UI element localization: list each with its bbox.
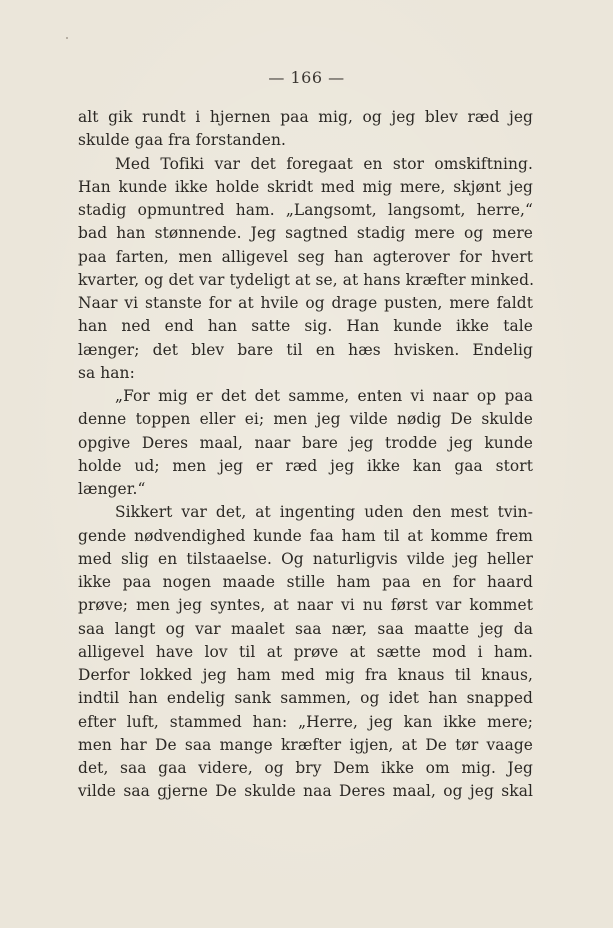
text-line: paa farten, men alligevel seg han agterover for hvert xyxy=(78,247,533,266)
text-line: alt gik rundt i hjernen paa mig, og jeg blev ræd jeg xyxy=(78,108,533,126)
text-line: det, saa gaa videre, og bry Dem ikke om mig. Jeg xyxy=(78,759,533,777)
text-line: ikke paa nogen maade stille ham paa en for haard xyxy=(78,573,533,591)
text-line: indtil han endelig sank sammen, og idet han snapped xyxy=(78,689,533,708)
text-line: alligevel have lov til at prøve at sætte mod i ham. xyxy=(78,642,533,661)
text-line: med slig en tilstaaelse. Og naturligvis vilde jeg heller xyxy=(78,549,533,568)
text-line: men har De saa mange kræfter igjen, at De tør vaage xyxy=(78,735,533,754)
body-text xyxy=(78,106,533,804)
text-line: sa han: xyxy=(78,363,135,382)
text-line: han ned end han satte sig. Han kunde ikke tale xyxy=(78,317,533,336)
text-line: holde ud; men jeg er ræd jeg ikke kan gaa stort xyxy=(78,456,533,475)
page-number: — 166 — xyxy=(268,68,345,87)
text-line: Derfor lokked jeg ham med mig fra knaus til knaus, xyxy=(78,666,533,684)
text-line: vilde saa gjerne De skulde naa Deres maal, og jeg skal xyxy=(78,782,533,801)
text-line: kvarter, og det var tydeligt at se, at hans kræfter minked. xyxy=(78,270,535,289)
text-line: opgive Deres maal, naar bare jeg trodde jeg kunde xyxy=(78,433,533,452)
text-line: „For mig er det det samme, enten vi naar op paa xyxy=(115,387,533,405)
text-line: Han kunde ikke holde skridt med mig mere, skjønt jeg xyxy=(78,177,533,196)
text-line: Sikkert var det, at ingenting uden den mest tvin- xyxy=(115,503,533,522)
text-line: gende nødvendighed kunde faa ham til at komme frem xyxy=(78,526,533,545)
text-line: prøve; men jeg syntes, at naar vi nu først var kommet xyxy=(78,596,533,615)
text-line: Naar vi stanste for at hvile og drage pusten, mere faldt xyxy=(78,294,533,312)
text-line: længer.“ xyxy=(78,480,146,498)
text-line: Med Tofiki var det foregaat en stor omskiftning. xyxy=(115,154,533,173)
text-line: skulde gaa fra forstanden. xyxy=(78,131,286,150)
text-line: denne toppen eller ei; men jeg vilde nødig De skulde xyxy=(78,410,533,429)
text-line: stadig opmuntred ham. „Langsomt, langsomt, herre,“ xyxy=(78,201,533,219)
text-line: bad han stønnende. Jeg sagtned stadig mere og mere xyxy=(78,224,533,243)
text-line: længer; det blev bare til en hæs hvisken. Endelig xyxy=(78,340,533,359)
paper-speck xyxy=(66,37,68,39)
text-line: saa langt og var maalet saa nær, saa maatte jeg da xyxy=(78,619,533,638)
text-line: efter luft, stammed han: „Herre, jeg kan ikke mere; xyxy=(78,712,533,731)
